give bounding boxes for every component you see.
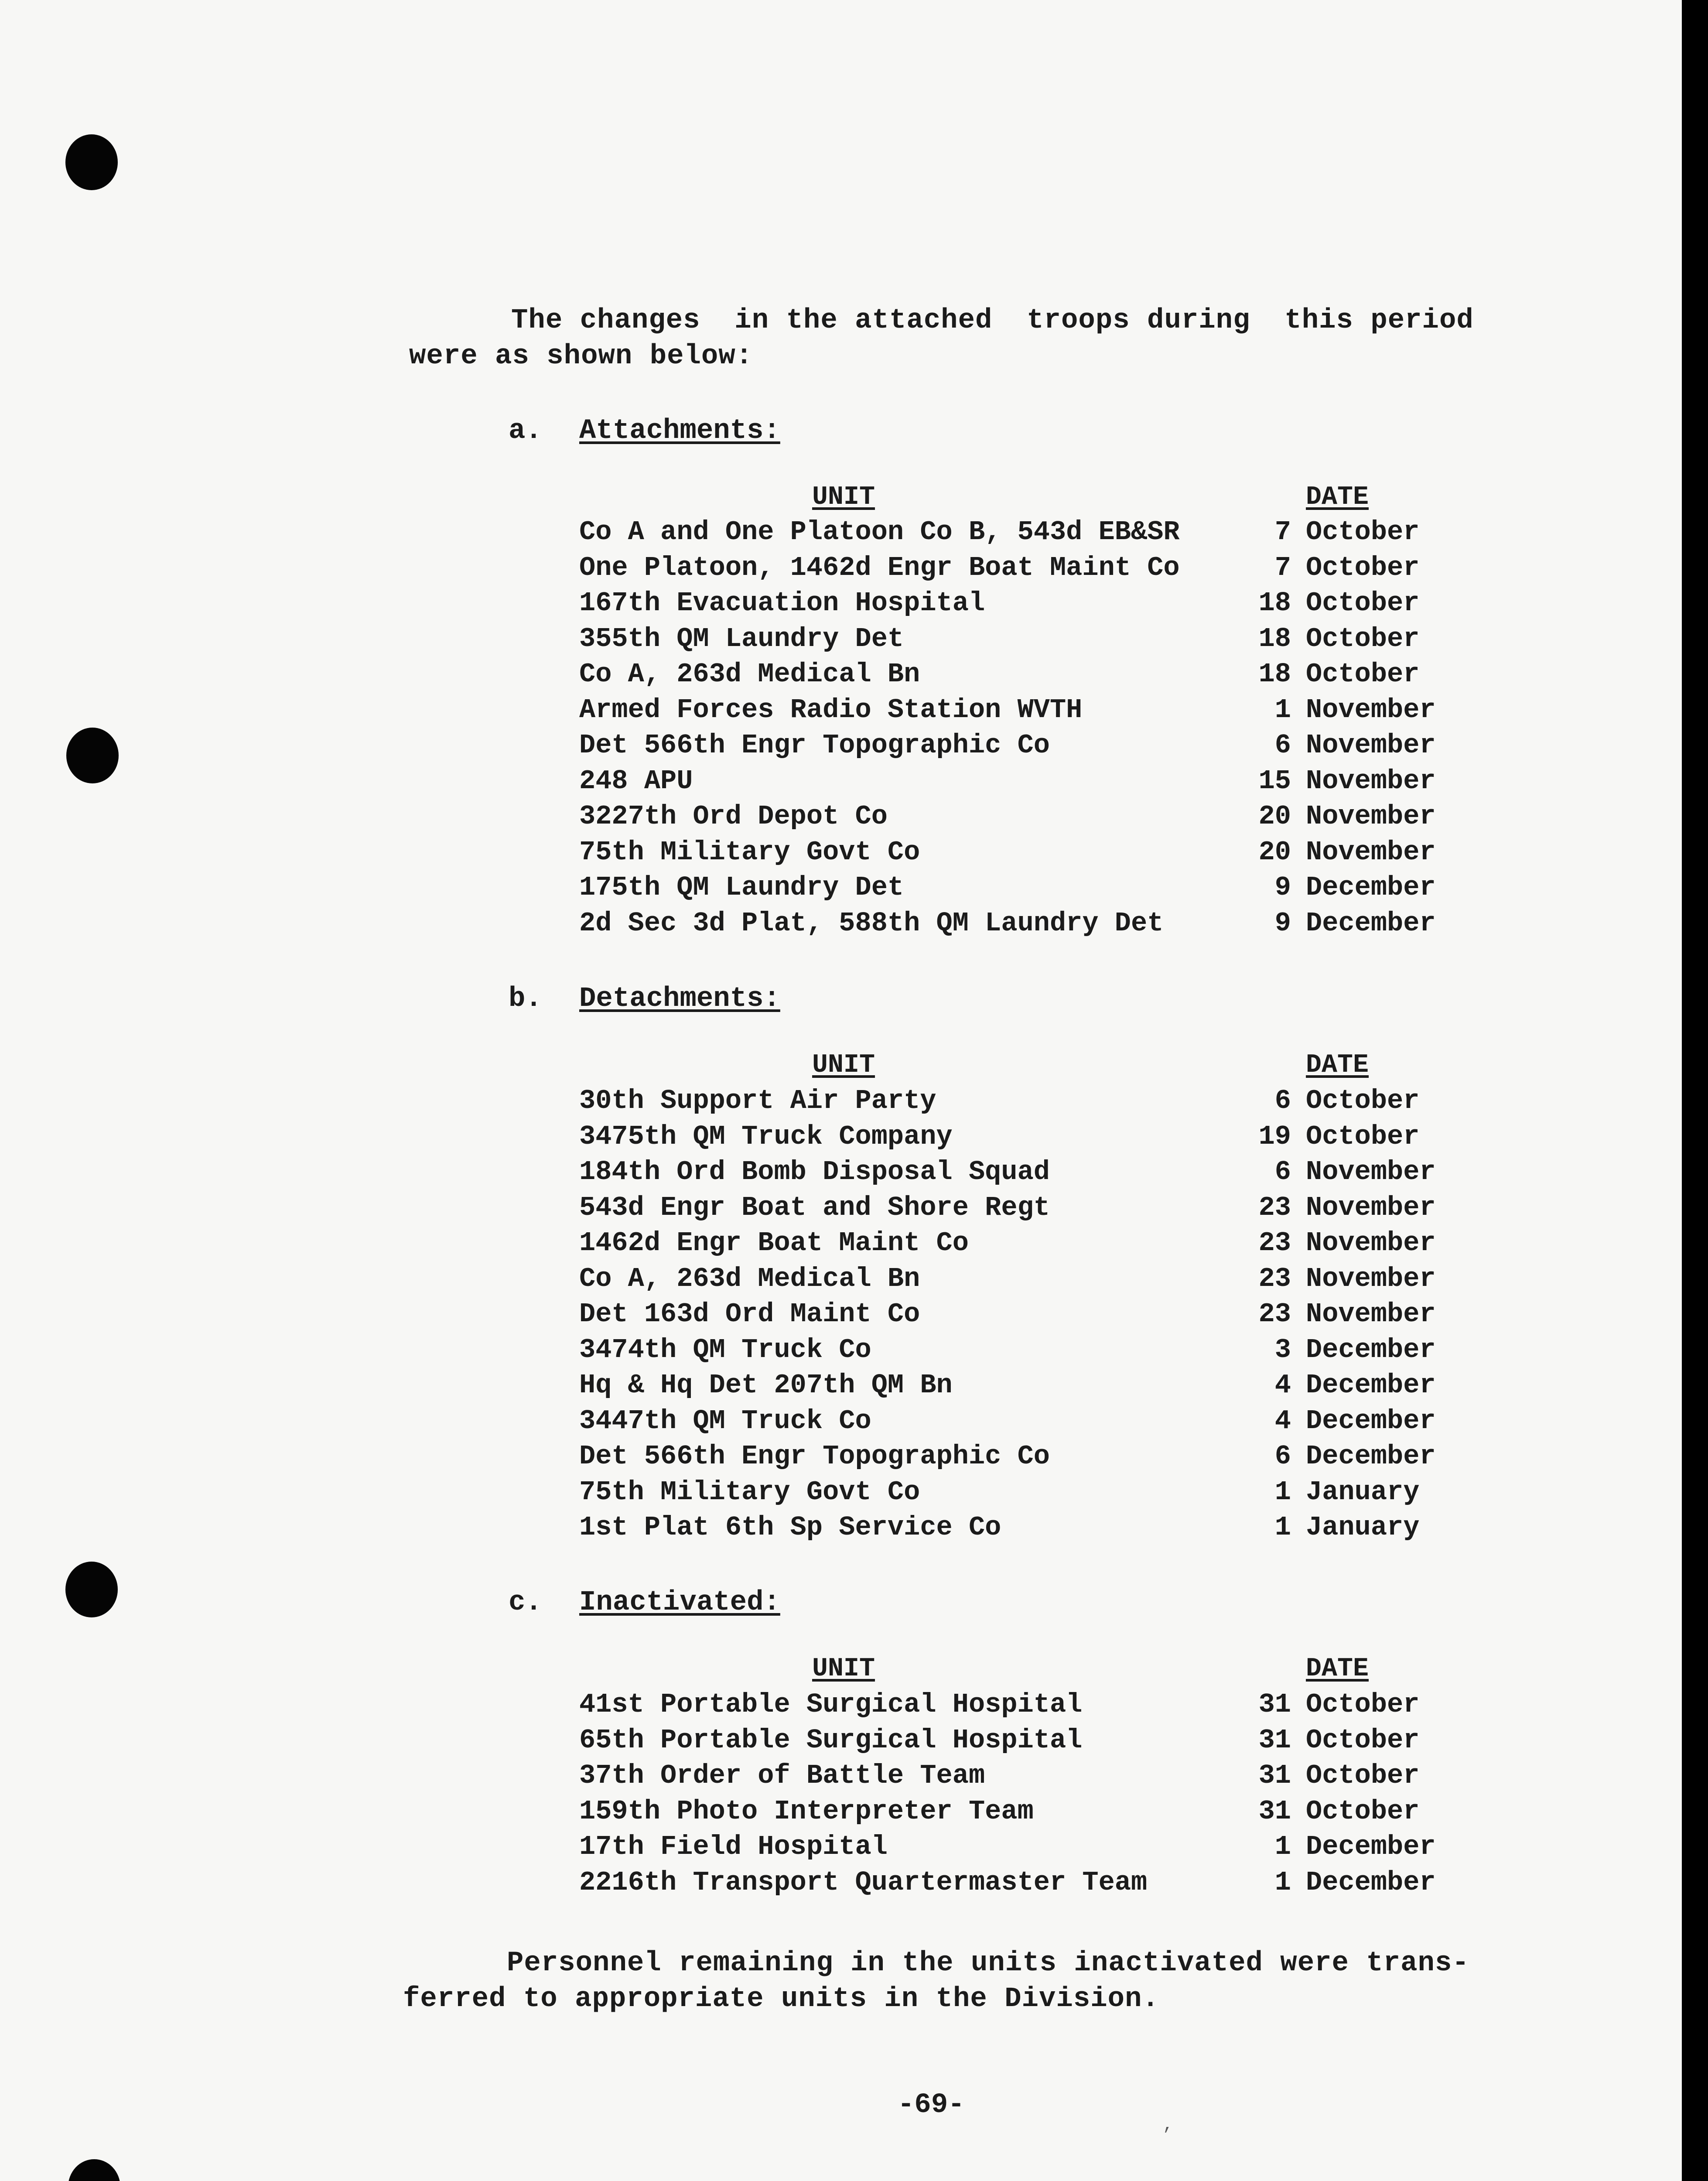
date-month: October — [1306, 552, 1420, 583]
unit-name: Det 566th Engr Topographic Co — [579, 730, 1050, 761]
section-letter: b. — [509, 983, 542, 1015]
section-letter: a. — [509, 415, 542, 447]
table-row — [0, 1760, 1682, 1796]
unit-name: 3475th QM Truck Company — [579, 1121, 953, 1152]
unit-name: 37th Order of Battle Team — [579, 1760, 985, 1791]
punch-hole-top — [65, 134, 118, 190]
table-row — [0, 908, 1682, 944]
unit-name: Hq & Hq Det 207th QM Bn — [579, 1370, 953, 1401]
unit-name: 355th QM Laundry Det — [579, 623, 904, 654]
unit-column-header: UNIT — [812, 1050, 875, 1080]
date-month: October — [1306, 1085, 1420, 1116]
table-row — [0, 1867, 1682, 1903]
date-day: 6 — [1274, 730, 1291, 761]
table-row — [0, 1227, 1682, 1263]
date-month: November — [1306, 1227, 1436, 1258]
date-month: November — [1306, 1192, 1436, 1223]
date-day: 20 — [1258, 837, 1291, 868]
unit-name: 175th QM Laundry Det — [579, 872, 904, 903]
table-row — [0, 766, 1682, 801]
unit-name: Det 163d Ord Maint Co — [579, 1299, 920, 1330]
unit-name: 30th Support Air Party — [579, 1085, 936, 1116]
unit-name: 2216th Transport Quartermaster Team — [579, 1867, 1148, 1898]
table-row — [0, 1831, 1682, 1867]
intro-line-2: were as shown below: — [409, 341, 753, 372]
date-month: December — [1306, 1831, 1436, 1862]
section-title: Detachments: — [579, 983, 780, 1015]
unit-name: 75th Military Govt Co — [579, 837, 920, 868]
date-day: 6 — [1274, 1156, 1291, 1187]
unit-name: 184th Ord Bomb Disposal Squad — [579, 1156, 1050, 1187]
table-row — [0, 837, 1682, 872]
table-row — [0, 516, 1682, 552]
intro-line-1: The changes in the attached troops during this period — [511, 305, 1474, 336]
date-month: October — [1306, 1725, 1420, 1756]
unit-name: 159th Photo Interpreter Team — [579, 1796, 1034, 1827]
date-month: December — [1306, 1405, 1436, 1436]
date-month: December — [1306, 1441, 1436, 1472]
date-month: November — [1306, 1263, 1436, 1294]
date-month: December — [1306, 1334, 1436, 1365]
unit-name: Co A, 263d Medical Bn — [579, 1263, 920, 1294]
date-day: 7 — [1274, 552, 1291, 583]
section-letter: c. — [509, 1587, 542, 1618]
date-month: October — [1306, 1121, 1420, 1152]
unit-name: 65th Portable Surgical Hospital — [579, 1725, 1083, 1756]
table-row — [0, 801, 1682, 837]
section-title: Attachments: — [579, 415, 780, 447]
unit-name: Det 566th Engr Topographic Co — [579, 1441, 1050, 1472]
date-day: 1 — [1274, 1867, 1291, 1898]
table-row — [0, 1192, 1682, 1228]
section-title: Inactivated: — [579, 1587, 780, 1618]
table-row — [0, 552, 1682, 588]
date-day: 3 — [1274, 1334, 1291, 1365]
table-row — [0, 872, 1682, 908]
table-row — [0, 1085, 1682, 1121]
table-row — [0, 1477, 1682, 1512]
unit-name: 3447th QM Truck Co — [579, 1405, 871, 1436]
stray-mark: , — [1163, 2116, 1174, 2135]
date-month: October — [1306, 1760, 1420, 1791]
date-day: 6 — [1274, 1441, 1291, 1472]
unit-name: Armed Forces Radio Station WVTH — [579, 694, 1083, 725]
date-day: 1 — [1274, 1477, 1291, 1508]
unit-name: 3227th Ord Depot Co — [579, 801, 888, 832]
date-day: 1 — [1274, 1512, 1291, 1543]
date-day: 6 — [1274, 1085, 1291, 1116]
unit-name: One Platoon, 1462d Engr Boat Maint Co — [579, 552, 1180, 583]
page-number: -69- — [898, 2089, 965, 2121]
unit-name: Co A, 263d Medical Bn — [579, 659, 920, 690]
date-month: November — [1306, 801, 1436, 832]
table-row — [0, 1441, 1682, 1477]
date-day: 18 — [1258, 588, 1291, 619]
date-day: 23 — [1258, 1263, 1291, 1294]
table-row — [0, 659, 1682, 694]
date-day: 9 — [1274, 872, 1291, 903]
date-column-header: DATE — [1306, 482, 1369, 512]
date-day: 20 — [1258, 801, 1291, 832]
unit-name: 248 APU — [579, 766, 693, 797]
date-month: January — [1306, 1477, 1420, 1508]
table-row — [0, 623, 1682, 659]
date-month: October — [1306, 1796, 1420, 1827]
footer-line-1: Personnel remaining in the units inactivated were trans- — [507, 1948, 1469, 1979]
punch-hole-bottom — [68, 2159, 120, 2181]
date-month: January — [1306, 1512, 1420, 1543]
date-day: 31 — [1258, 1689, 1291, 1720]
table-row — [0, 1299, 1682, 1334]
date-month: November — [1306, 1156, 1436, 1187]
date-month: December — [1306, 1867, 1436, 1898]
date-day: 31 — [1258, 1725, 1291, 1756]
punch-hole-lower — [65, 1562, 118, 1617]
table-row — [0, 1796, 1682, 1832]
date-day: 15 — [1258, 766, 1291, 797]
unit-name: 2d Sec 3d Plat, 588th QM Laundry Det — [579, 908, 1164, 939]
date-day: 19 — [1258, 1121, 1291, 1152]
table-row — [0, 1689, 1682, 1725]
date-month: November — [1306, 1299, 1436, 1330]
date-month: December — [1306, 872, 1436, 903]
date-month: October — [1306, 623, 1420, 654]
date-day: 1 — [1274, 694, 1291, 725]
date-month: December — [1306, 1370, 1436, 1401]
date-month: November — [1306, 837, 1436, 868]
table-row — [0, 694, 1682, 730]
date-day: 7 — [1274, 516, 1291, 547]
date-month: November — [1306, 694, 1436, 725]
unit-name: 41st Portable Surgical Hospital — [579, 1689, 1083, 1720]
date-month: December — [1306, 908, 1436, 939]
date-month: October — [1306, 516, 1420, 547]
unit-name: 17th Field Hospital — [579, 1831, 888, 1862]
date-day: 1 — [1274, 1831, 1291, 1862]
date-day: 23 — [1258, 1227, 1291, 1258]
date-day: 4 — [1274, 1370, 1291, 1401]
table-row — [0, 1121, 1682, 1157]
date-day: 31 — [1258, 1760, 1291, 1791]
table-row — [0, 1725, 1682, 1761]
date-day: 23 — [1258, 1192, 1291, 1223]
date-day: 23 — [1258, 1299, 1291, 1330]
date-month: October — [1306, 659, 1420, 690]
date-day: 9 — [1274, 908, 1291, 939]
date-day: 31 — [1258, 1796, 1291, 1827]
unit-name: 3474th QM Truck Co — [579, 1334, 871, 1365]
date-day: 4 — [1274, 1405, 1291, 1436]
date-column-header: DATE — [1306, 1654, 1369, 1684]
unit-name: 75th Military Govt Co — [579, 1477, 920, 1508]
unit-name: 1st Plat 6th Sp Service Co — [579, 1512, 1001, 1543]
unit-column-header: UNIT — [812, 1654, 875, 1684]
unit-column-header: UNIT — [812, 482, 875, 512]
date-month: October — [1306, 1689, 1420, 1720]
table-row — [0, 1512, 1682, 1548]
unit-name: 543d Engr Boat and Shore Regt — [579, 1192, 1050, 1223]
date-month: October — [1306, 588, 1420, 619]
table-row — [0, 588, 1682, 623]
date-month: November — [1306, 766, 1436, 797]
unit-name: Co A and One Platoon Co B, 543d EB&SR — [579, 516, 1180, 547]
date-day: 18 — [1258, 659, 1291, 690]
date-column-header: DATE — [1306, 1050, 1369, 1080]
table-row — [0, 1334, 1682, 1370]
table-row — [0, 1405, 1682, 1441]
date-day: 18 — [1258, 623, 1291, 654]
footer-line-2: ferred to appropriate units in the Division. — [403, 1983, 1159, 2015]
unit-name: 1462d Engr Boat Maint Co — [579, 1227, 969, 1258]
table-row — [0, 1370, 1682, 1405]
unit-name: 167th Evacuation Hospital — [579, 588, 985, 619]
table-row — [0, 1156, 1682, 1192]
table-row — [0, 1263, 1682, 1299]
date-month: November — [1306, 730, 1436, 761]
table-row — [0, 730, 1682, 766]
